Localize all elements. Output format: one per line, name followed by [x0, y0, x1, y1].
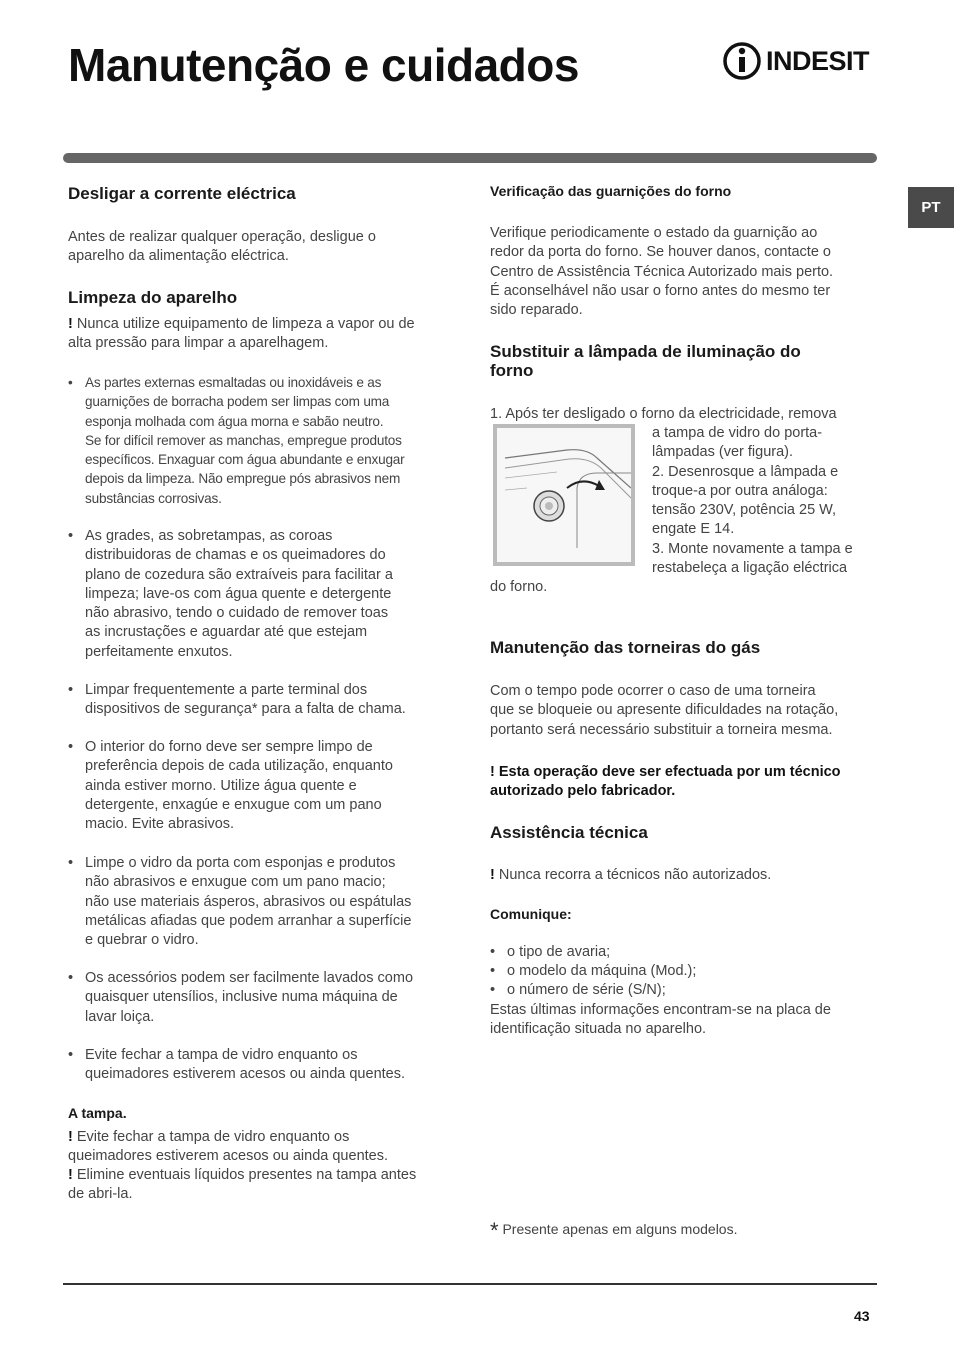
assistance-tail: Estas últimas informações encontram-se na placa de identificação situada no aparelho.	[490, 1002, 831, 1038]
list-item: • As partes externas esmaltadas ou inoxidáveis e as guarnições de borracha podem ser limpas com uma esponja molhada com água morna e sabão neutro. Se for difícil remover as manchas, empregue produtos específicos. Enxaguar com água abundante e enxugar depois da limpeza. Não empregue pós abrasivos nem substâncias corrosivas.	[68, 373, 448, 508]
list-item: • o número de série (S/N);	[490, 981, 666, 1000]
section-title-seals: Verificação das guarnições do forno	[490, 183, 732, 199]
oven-lamp-illustration	[497, 428, 631, 562]
cleaning-warning-line: alta pressão para limpar a aparelhagem.	[68, 335, 329, 351]
list-item: • As grades, as sobretampas, as coroas distribuidoras de chamas e os queimadores do plano de cozedura são extraíveis para facilitar a limpeza; lave-os com água quente e detergente não abrasivo, tendo o cuidado de remover toas as incrustações e aguardar até que estejam perfeitamente enxutos.	[68, 527, 448, 662]
brand-logo-icon	[722, 38, 764, 84]
list-item: • o tipo de avaria;	[490, 943, 610, 962]
page-title: Manutenção e cuidados	[68, 39, 579, 91]
lid-warning-line: ! Elimine eventuais líquidos presentes na tampa antes	[68, 1167, 417, 1183]
list-item: • O interior do forno deve ser sempre limpo de preferência depois de cada utilização, enquanto ainda estiver morno. Utilize água quente e detergente, enxagúe e enxugue com um pano macio. Evite abrasivos.	[68, 738, 448, 834]
section-title-cleaning: Limpeza do aparelho	[68, 288, 238, 307]
bottom-divider	[63, 1283, 877, 1285]
lid-warning-line: queimadores estiverem acesos ou ainda quentes.	[68, 1148, 388, 1164]
lamp-figure	[493, 424, 635, 566]
list-item: • Os acessórios podem ser facilmente lavados como quaisquer utensílios, inclusive numa máquina de lavar loiça.	[68, 969, 448, 1027]
brand-logo	[722, 38, 882, 84]
lid-warning-line: de abri-la.	[68, 1186, 133, 1202]
section-title-lid: A tampa.	[68, 1105, 127, 1121]
lid-warning-line: ! Evite fechar a tampa de vidro enquanto os	[68, 1129, 350, 1145]
power-text-line: Antes de realizar qualquer operação, desligue o	[68, 229, 376, 245]
list-item: • Evite fechar a tampa de vidro enquanto os queimadores estiverem acesos ou ainda quentes.	[68, 1046, 448, 1085]
cleaning-warning-line: ! Nunca utilize equipamento de limpeza a vapor ou de	[68, 316, 415, 332]
page-number: 43	[854, 1308, 870, 1324]
brand-name: INDESIT	[766, 46, 870, 76]
gas-taps-warning: ! Esta operação deve ser efectuada por um técnico autorizado pelo fabricador.	[490, 764, 841, 800]
list-item: • o modelo da máquina (Mod.);	[490, 962, 696, 981]
lamp-steps: a tampa de vidro do porta- lâmpadas (ver figura). 2. Desenrosque a lâmpada e troque-a por outra análoga: tensão 230V, potência 25 W, engate E 14. 3. Monte novamente a tampa e restabeleça a ligação eléctrica	[652, 425, 853, 577]
section-title-power: Desligar a corrente eléctrica	[68, 184, 296, 203]
lamp-step-line: do forno.	[490, 579, 548, 595]
section-title-lamp: Substituir a lâmpada de iluminação do forno	[490, 342, 801, 380]
gas-taps-text: Com o tempo pode ocorrer o caso de uma torneira que se bloqueie ou apresente dificuldades na rotação, portanto será necessário substituir a torneira mesma.	[490, 683, 839, 738]
top-divider	[63, 153, 877, 163]
list-item: • Limpe o vidro da porta com esponjas e produtos não abrasivos e enxugue com um pano macio; não use materiais ásperos, abrasivos ou espátulas metálicas afiadas que podem arranhar a superfície e quebrar o vidro.	[68, 854, 448, 950]
language-tab: PT	[908, 187, 954, 228]
lamp-step-line: 1. Após ter desligado o forno da electricidade, remova	[490, 406, 837, 422]
section-title-assistance: Assistência técnica	[490, 823, 648, 842]
seals-text: Verifique periodicamente o estado da guarnição ao redor da porta do forno. Se houver danos, contacte o Centro de Assistência Técnica Autorizado mais perto. É aconselhável não usar o forno antes do mesmo ter sido reparado.	[490, 225, 834, 319]
list-item: • Limpar frequentemente a parte terminal dos dispositivos de segurança* para a falta de chama.	[68, 681, 448, 720]
power-text-line: aparelho da alimentação eléctrica.	[68, 248, 289, 264]
section-title-gas-taps: Manutenção das torneiras do gás	[490, 638, 761, 657]
footnote: * Presente apenas em alguns modelos.	[490, 1218, 738, 1243]
assistance-warning: ! Nunca recorra a técnicos não autorizados.	[490, 867, 772, 883]
assistance-subtitle: Comunique:	[490, 906, 572, 922]
